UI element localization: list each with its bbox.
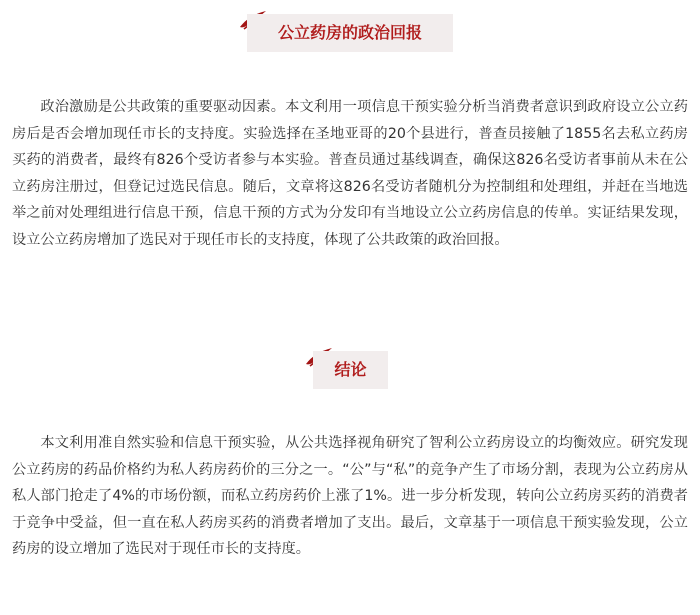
section-title: 结论 bbox=[313, 351, 388, 389]
section-paragraph-conclusion: 本文利用准自然实验和信息干预实验，从公共选择视角研究了智利公立药房设立的均衡效应。研究发现公立药房的药品价格约为私人药房药价的三分之一。“公”与“私”的竞争产生了市场分割，表现为公立药房从私人部门抢走了4%的市场份额，而私立药房药价上涨了1%。进一步分析发现，转向公立药房买药的消费者于竞争中受益，但一直在私人药房买药的消费者增加了支出。最后，文章基于一项信息干预实验发现，公立药房的设立增加了选民对于现任市长的支持度。 bbox=[12, 435, 688, 557]
section-title: 公立药房的政治回报 bbox=[247, 14, 453, 52]
section-paragraph-political-returns: 政治激励是公共政策的重要驱动因素。本文利用一项信息干预实验分析当消费者意识到政府设立公立药房后是否会增加现任市长的支持度。实验选择在圣地亚哥的20个县进行，普查员接触了1855名去私立药房买药的消费者，最终有826个受访者参与本实验。普查员通过基线调查，确保这826名受访者事前从未在公立药房注册过，但登记过选民信息。随后，文章将这826名受访者随机分为控制组和处理组，并赶在当地选举之前对处理组进行信息干预，信息干预的方式为分发印有当地设立公立药房信息的传单。实证结果发现，设立公立药房增加了选民对于现任市长的支持度，体现了公共政策的政治回报。 bbox=[12, 99, 688, 248]
